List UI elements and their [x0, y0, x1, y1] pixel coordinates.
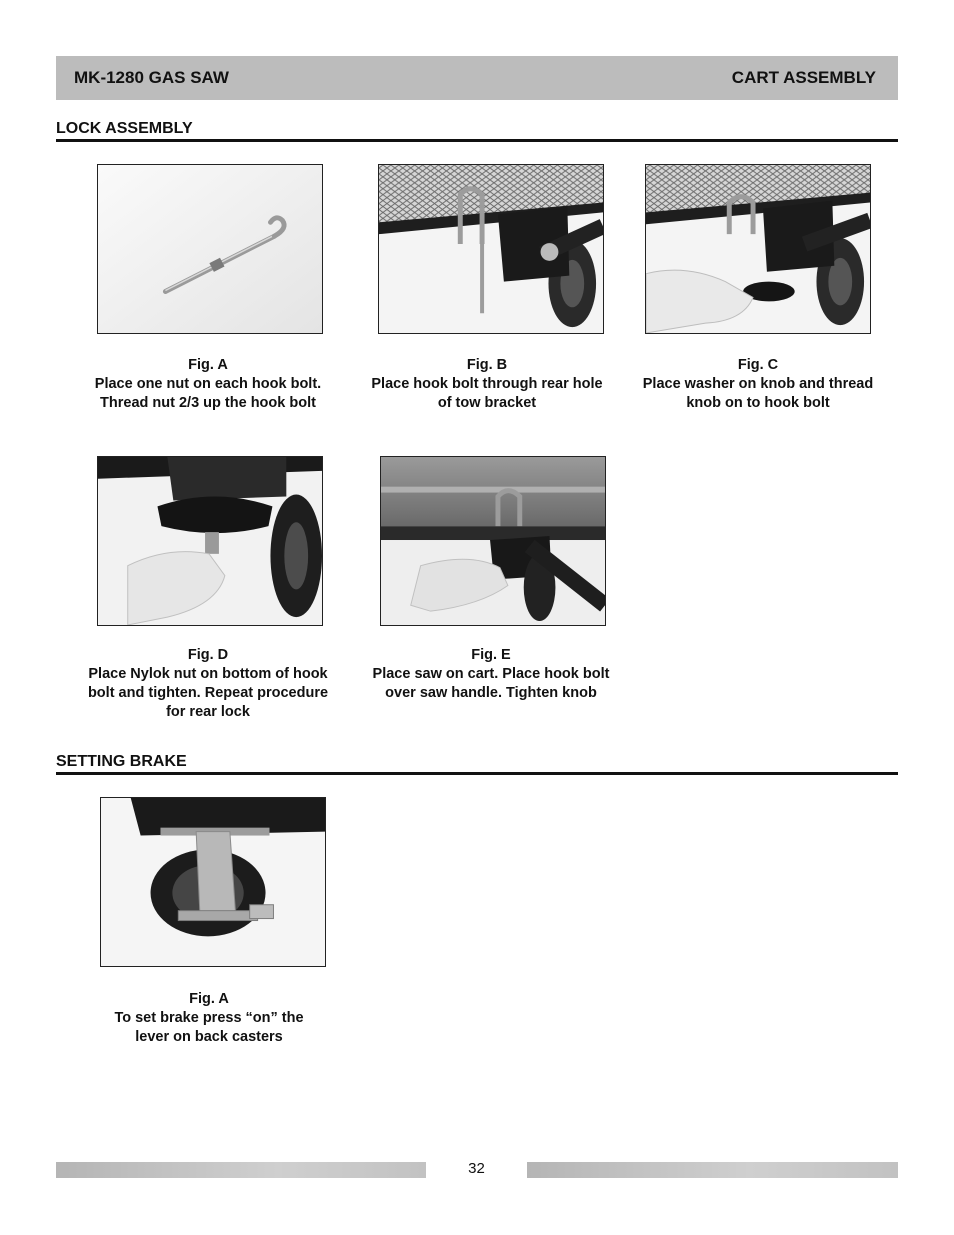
fig-a-caption-line: Thread nut 2/3 up the hook bolt	[100, 395, 316, 411]
fig-d-caption-line: Place Nylok nut on bottom of hook	[88, 666, 328, 682]
fig-a-caption	[68, 356, 348, 413]
fig-e-label: Fig. E	[471, 647, 511, 663]
fig-e-caption-line: Place saw on cart. Place hook bolt	[372, 666, 610, 682]
section-title-lock-assembly: LOCK ASSEMBLY	[56, 120, 898, 142]
fig-b-tow-bracket-photo	[378, 164, 604, 334]
fig-e-saw-on-cart-photo	[380, 456, 606, 626]
fig-e-caption-line: over saw handle. Tighten knob	[385, 685, 597, 701]
fig-a-caption-line: Place one nut on each hook bolt.	[94, 376, 322, 392]
fig-d-caption-line: for rear lock	[166, 704, 250, 720]
fig-c-label: Fig. C	[737, 357, 779, 373]
header-model-title: MK-1280 GAS SAW	[74, 68, 229, 87]
footer-bar-left	[56, 1162, 426, 1178]
section-title-setting-brake: SETTING BRAKE	[56, 753, 898, 775]
header-bar	[56, 56, 898, 100]
fig-d-label: Fig. D	[187, 647, 229, 663]
fig-a-hook-bolt-photo	[97, 164, 323, 334]
fig-c-caption-line: Place washer on knob and thread	[642, 376, 874, 392]
fig-a-label: Fig. A	[188, 357, 228, 373]
fig-b-caption-line: of tow bracket	[437, 395, 537, 411]
fig-c-caption-line: knob on to hook bolt	[686, 395, 830, 411]
fig-b-caption-line: Place hook bolt through rear hole	[371, 376, 603, 392]
fig-d-caption	[68, 646, 348, 722]
fig-b-label: Fig. B	[466, 357, 508, 373]
header-section-title: CART ASSEMBLY	[731, 68, 876, 87]
fig-c-knob-photo	[645, 164, 871, 334]
fig-b-caption	[352, 356, 622, 413]
footer-bar-right	[527, 1162, 898, 1178]
brake-fig-a-caption-line: lever on back casters	[135, 1029, 283, 1045]
fig-c-caption	[628, 356, 888, 413]
brake-fig-a-caster-photo	[100, 797, 326, 967]
fig-e-caption	[351, 646, 631, 703]
fig-d-nylok-nut-photo	[97, 456, 323, 626]
brake-fig-a-caption	[78, 990, 340, 1047]
brake-fig-a-caption-line: To set brake press “on” the	[114, 1010, 304, 1026]
brake-fig-a-label: Fig. A	[189, 991, 229, 1007]
page-number: 32	[468, 1160, 485, 1177]
fig-d-caption-line: bolt and tighten. Repeat procedure	[87, 685, 329, 701]
